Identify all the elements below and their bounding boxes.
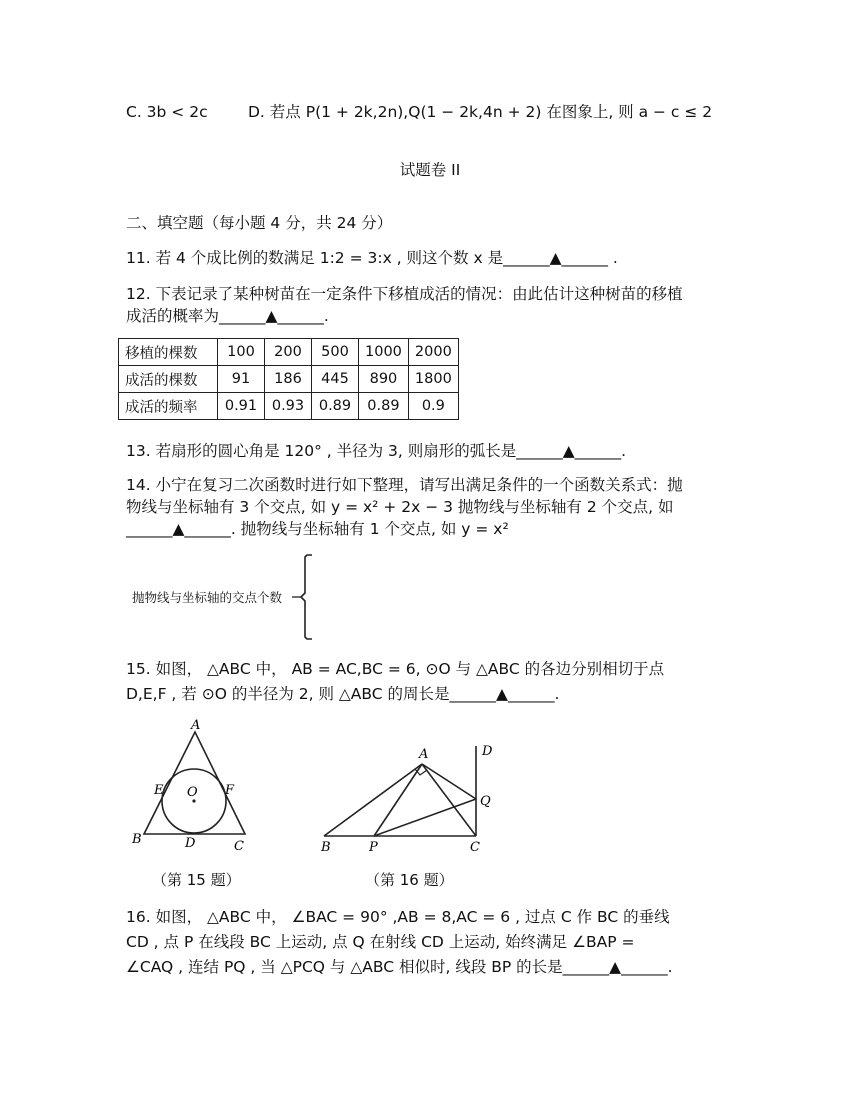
label-b: B: [321, 840, 331, 855]
table-cell: 移植的棵数: [119, 339, 218, 366]
right-angle-mark: [415, 769, 427, 775]
figure-15-caption: （第 15 题）: [152, 871, 241, 889]
label-e: E: [154, 783, 164, 798]
table-cell: 100: [218, 339, 265, 366]
figure-16: [318, 738, 503, 858]
label-o: O: [187, 785, 198, 800]
figure-15: [128, 718, 258, 858]
option-c: C. 3b < 2c: [126, 103, 208, 121]
table-cell: 1800: [408, 366, 458, 393]
tree-label: 抛物线与坐标轴的交点个数: [132, 590, 283, 605]
section-heading: 二、填空题（每小题 4 分，共 24 分）: [126, 214, 393, 232]
figure-16-caption: （第 16 题）: [365, 871, 454, 889]
question-14-line1: 14. 小宁在复习二次函数时进行如下整理，请写出满足条件的一个函数关系式：抛: [126, 476, 683, 494]
question-14-line2: 物线与坐标轴有 3 个交点, 如 y = x² + 2x − 3 抛物线与坐标轴有 2 个交点, 如: [126, 498, 674, 516]
label-b: B: [132, 832, 142, 847]
question-15-line2: D,E,F , 若 ⊙O 的半径为 2, 则 △ABC 的周长是______▲______.: [126, 685, 560, 703]
table-cell: 0.93: [265, 393, 312, 420]
table-cell: 2000: [408, 339, 458, 366]
table-cell: 1000: [359, 339, 409, 366]
label-a: A: [191, 718, 201, 733]
table-cell: 成活的频率: [119, 393, 218, 420]
question-13: 13. 若扇形的圆心角是 120° , 半径为 3, 则扇形的弧长是______▲______.: [126, 442, 627, 460]
label-c: C: [234, 839, 244, 854]
table-cell: 成活的棵数: [119, 366, 218, 393]
question-14-line3: ______▲______. 抛物线与坐标轴有 1 个交点, 如 y = x²: [126, 520, 509, 538]
table-row: [119, 366, 459, 393]
table-cell: 186: [265, 366, 312, 393]
label-d: D: [185, 836, 196, 851]
label-c: C: [470, 840, 480, 855]
question-12-line2: 成活的概率为______▲______.: [126, 307, 329, 325]
question-16-line1: 16. 如图， △ABC 中， ∠BAC = 90° ,AB = 8,AC = 6 , 过点 C 作 BC 的垂线: [126, 908, 670, 926]
question-12-line1: 12. 下表记录了某种树苗在一定条件下移植成活的情况：由此估计这种树苗的移植: [126, 285, 683, 303]
label-f: F: [225, 783, 235, 798]
option-d: D. 若点 P(1 + 2k,2n),Q(1 − 2k,4n + 2) 在图象上, 则 a − c ≤ 2: [248, 103, 713, 121]
table-cell: 0.89: [359, 393, 409, 420]
table-cell: 445: [312, 366, 359, 393]
tree-brace: [292, 553, 316, 641]
label-q: Q: [480, 794, 491, 809]
label-d: D: [482, 744, 493, 759]
table-cell: 890: [359, 366, 409, 393]
table-row: [119, 339, 459, 366]
question-15-line1: 15. 如图， △ABC 中， AB = AC,BC = 6, ⊙O 与 △ABC 的各边分别相切于点: [126, 660, 665, 678]
table-cell: 0.91: [218, 393, 265, 420]
question-16-line3: ∠CAQ , 连结 PQ , 当 △PCQ 与 △ABC 相似时, 线段 BP 的长是______▲______.: [126, 958, 673, 976]
label-a: A: [419, 747, 429, 762]
table-row: [119, 393, 459, 420]
question-16-line2: CD , 点 P 在线段 BC 上运动, 点 Q 在射线 CD 上运动, 始终满足 ∠BAP =: [126, 933, 635, 951]
transplant-table: [118, 338, 459, 420]
table-cell: 0.9: [408, 393, 458, 420]
section-title: 试题卷 II: [399, 161, 461, 179]
label-p: P: [369, 840, 378, 855]
table-cell: 200: [265, 339, 312, 366]
table-cell: 91: [218, 366, 265, 393]
table-cell: 500: [312, 339, 359, 366]
question-11: 11. 若 4 个成比例的数满足 1:2 = 3:x , 则这个数 x 是______▲______ .: [126, 249, 618, 267]
table-cell: 0.89: [312, 393, 359, 420]
